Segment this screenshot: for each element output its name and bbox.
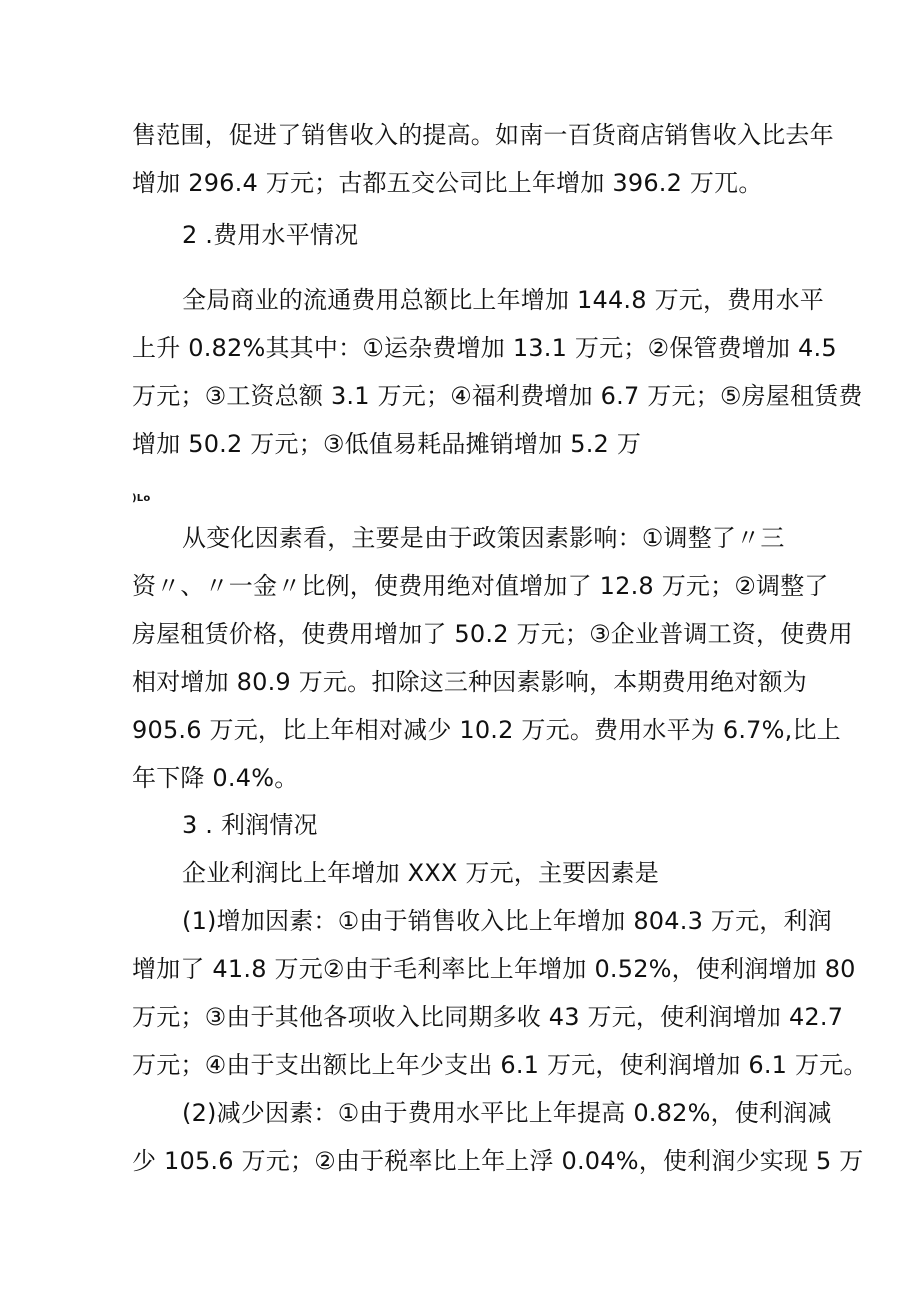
paragraph-line: (1)增加因素：①由于销售收入比上年增加 804.3 万元，利润 xyxy=(182,907,832,935)
stray-text: )Lo xyxy=(132,493,151,504)
paragraph-line: 年下降 0.4%。 xyxy=(132,764,299,792)
paragraph-line: 万元；③工资总额 3.1 万元；④福利费增加 6.7 万元；⑤房屋租赁费 xyxy=(132,382,863,410)
paragraph-line: 万元；③由于其他各项收入比同期多收 43 万元，使利润增加 42.7 xyxy=(132,1003,844,1031)
paragraph-line: 905.6 万元，比上年相对减少 10.2 万元。费用水平为 6.7%,比上 xyxy=(132,716,841,744)
paragraph-line: 售范围，促进了销售收入的提高。如南一百货商店销售收入比去年 xyxy=(132,121,834,149)
paragraph-line: 增加 50.2 万元；③低值易耗品摊销增加 5.2 万 xyxy=(132,430,642,458)
paragraph-line: 少 105.6 万元；②由于税率比上年上浮 0.04%，使利润少实现 5 万 xyxy=(132,1147,864,1175)
section-heading: 2 .费用水平情况 xyxy=(182,221,359,249)
paragraph-line: (2)减少因素：①由于费用水平比上年提高 0.82%，使利润减 xyxy=(182,1099,832,1127)
section-heading: 3 . 利润情况 xyxy=(182,811,318,839)
paragraph-line: 房屋租赁价格，使费用增加了 50.2 万元；③企业普调工资，使费用 xyxy=(132,620,853,648)
paragraph-line: 相对增加 80.9 万元。扣除这三种因素影响，本期费用绝对额为 xyxy=(132,668,807,696)
paragraph-line: 资〃、〃一金〃比例，使费用绝对值增加了 12.8 万元；②调整了 xyxy=(132,572,829,600)
paragraph-line: 上升 0.82%其其中：①运杂费增加 13.1 万元；②保管费增加 4.5 xyxy=(132,334,837,362)
paragraph-line: 万元；④由于支出额比上年少支出 6.1 万元，使利润增加 6.1 万元。 xyxy=(132,1051,868,1079)
paragraph-line: 全局商业的流通费用总额比上年增加 144.8 万元，费用水平 xyxy=(182,286,824,314)
paragraph-line: 增加了 41.8 万元②由于毛利率比上年增加 0.52%，使利润增加 80 xyxy=(132,955,856,983)
paragraph-line: 企业利润比上年增加 XXX 万元，主要因素是 xyxy=(182,859,659,887)
paragraph-line: 增加 296.4 万元；古都五交公司比上年增加 396.2 万兀。 xyxy=(132,169,763,197)
paragraph-line: 从变化因素看，主要是由于政策因素影响：①调整了〃三 xyxy=(182,524,785,552)
